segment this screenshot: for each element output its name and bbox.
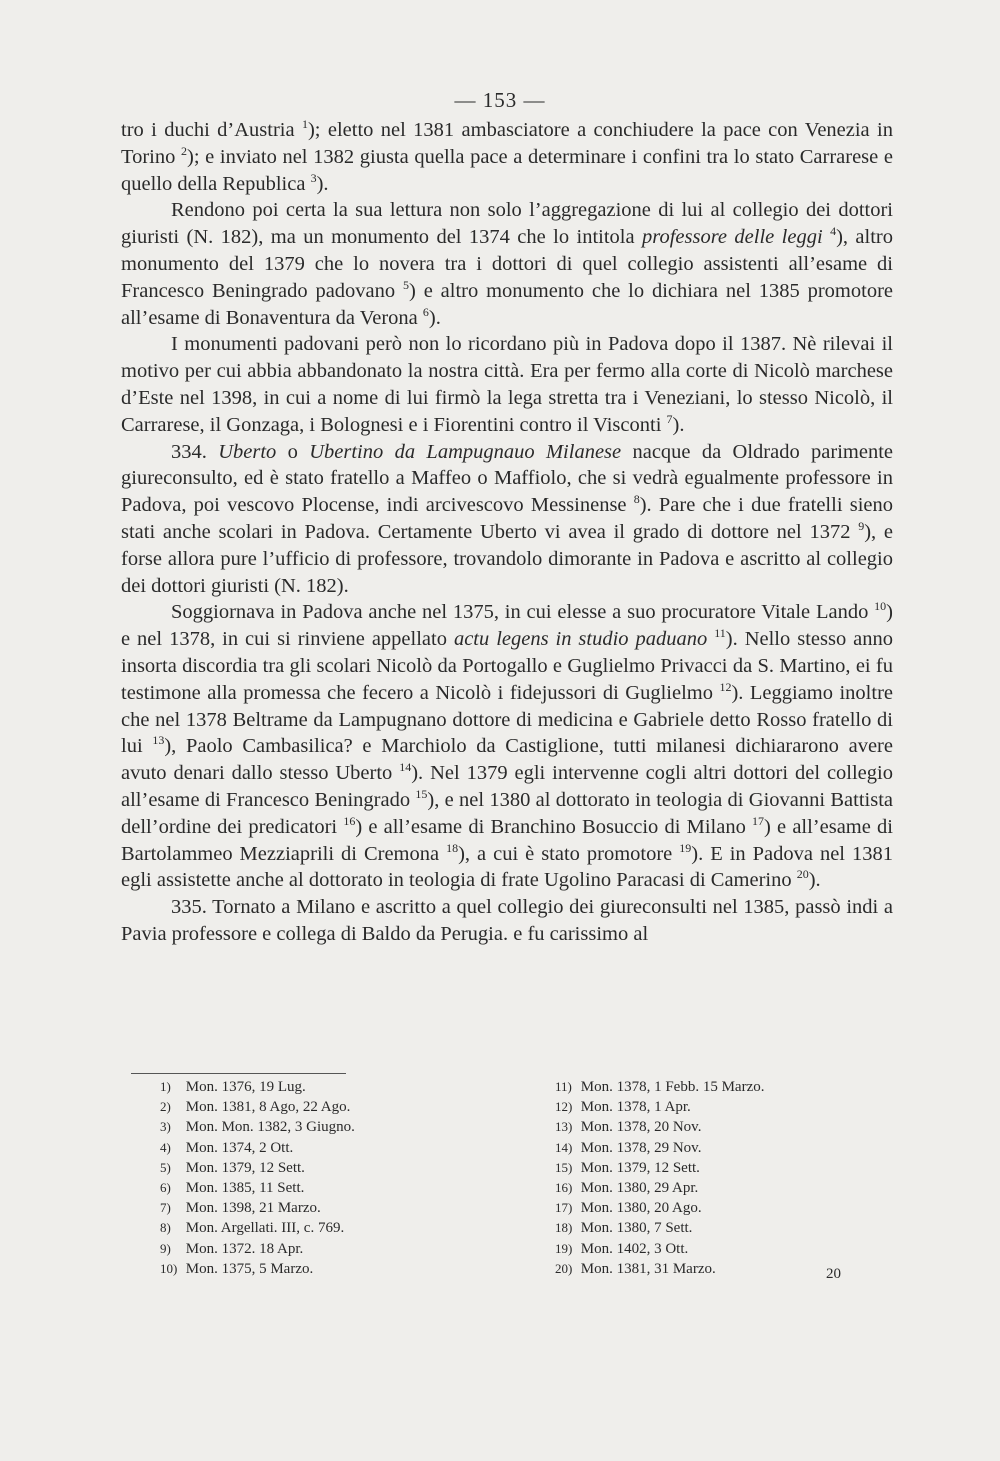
footnote-number: 10) [160, 1260, 178, 1276]
footnote-number: 5) [160, 1159, 171, 1175]
footnote [555, 1117, 885, 1137]
footnote-text: Mon. 1380, 20 Ago. [577, 1200, 702, 1217]
paragraph: tro i duchi d’Austria $^1$); eletto nel 1381 ambasciatore a conchiudere la pace con Venezia in Torino $^2$); e inviato nel 1382 giusta quella pace a determinare i confini tra lo stato Carrarese e quello della Republica $^3$). [121, 117, 893, 195]
footnote-text: Mon. 1378, 1 Febb. 15 Marzo. [577, 1079, 765, 1095]
page-number: — 153 — [454, 88, 546, 112]
footnote-text: Mon. 1374, 2 Ott. [182, 1139, 294, 1156]
footnote [160, 1259, 490, 1279]
footnote [555, 1077, 885, 1097]
footnote-number: 11) [555, 1079, 572, 1094]
footnote [160, 1158, 490, 1178]
footnote-number: 14) [555, 1139, 573, 1155]
footnote-number: 1) [160, 1079, 171, 1094]
footnotes-left [160, 1077, 490, 1279]
footnote-number: 13) [555, 1119, 573, 1135]
footnote [555, 1158, 885, 1178]
footnote [160, 1198, 490, 1218]
footnote-number: 20) [555, 1260, 573, 1276]
paragraph: 335. Tornato a Milano e ascritto a quel collegio dei giureconsulti nel 1385, passò indi a Pavia professore e collega di Baldo da Perugia. e fu carissimo al [121, 896, 893, 945]
footnote-text: Mon. 1381, 8 Ago, 22 Ago. [182, 1099, 351, 1116]
footnote-number: 7) [160, 1200, 171, 1216]
footnote-text: Mon. 1379, 12 Sett. [577, 1159, 700, 1176]
footnote-text: Mon. 1372. 18 Apr. [182, 1240, 304, 1257]
footnote-text: Mon. 1398, 21 Marzo. [182, 1200, 321, 1217]
footnote-number: 3) [160, 1119, 171, 1135]
footnote-text: Mon. 1378, 29 Nov. [577, 1139, 702, 1156]
body-text [121, 117, 893, 948]
footnote-text: Mon. 1379, 12 Sett. [182, 1159, 305, 1176]
footnote [555, 1178, 885, 1198]
footnote-number: 18) [555, 1220, 573, 1236]
footnote-text: Mon. 1375, 5 Marzo. [182, 1260, 314, 1277]
footnote-text: Mon. 1385, 11 Sett. [182, 1180, 305, 1197]
paragraph: 334. Uberto o Ubertino da Lampugnauo Milanese nacque da Oldrado parimente giureconsulto, ed è stato fratello a Maffeo o Maffiolo, che si vedrà egualmente professore in Padova, poi vescovo Plocense, indi arcivescovo Messinense $^8$). Pare che i due fratelli sieno stati anche scolari in Padova. Certamente Uberto vi avea il grado di dottore nel 1372 $^9$), e forse allora pure l’ufficio di professore, trovandolo dimorante in Padova e ascritto al collegio dei dottori giuristi (N. 182). [121, 440, 894, 597]
footnote-text: Mon. Mon. 1382, 3 Giugno. [182, 1119, 355, 1136]
footnote-text: Mon. 1381, 31 Marzo. [577, 1260, 716, 1277]
footnote [160, 1097, 490, 1117]
footnote-number: 4) [160, 1139, 171, 1155]
footnote-text: Mon. 1402, 3 Ott. [577, 1240, 689, 1257]
paragraph: I monumenti padovani però non lo ricordano più in Padova dopo il 1387. Nè rilevai il motivo per cui abbia abbandonato la nostra città. Era per fermo alla corte di Nicolò marchese d’Este nel 1398, in cui a nome di lui firmò la lega stretta tra i Veneziani, lo stesso Nicolò, il Carrarese, il Gonzaga, i Bolognesi e i Fiorentini contro il Visconti $^7$). [121, 333, 893, 436]
footnote-number: 17) [555, 1200, 573, 1216]
footnote-text: Mon. 1376, 19 Lug. [182, 1079, 306, 1095]
footnote [160, 1239, 490, 1259]
footnote [160, 1178, 490, 1198]
footnote [555, 1198, 885, 1218]
footnote [160, 1117, 490, 1137]
footnote-rule [131, 1073, 346, 1074]
paragraph: Soggiornava in Padova anche nel 1375, in cui elesse a suo procuratore Vitale Lando $^{10}$) e nel 1378, in cui si rinviene appellato actu legens in studio paduano $^{11}$). Nello stesso anno insorta discordia tra gli scolari Nicolò da Portogallo e Guglielmo Privacci da S. Martino, ei fu testimone alla promessa che fecero a Nicolò i fidejussori di Guglielmo $^{12}$). Leggiamo inoltre che nel 1378 Beltrame da Lampugnano dottore di medicina e Gabriele detto Rosso fratello di lui $^{13}$), Paolo Cambasilica? e Marchiolo da Castiglione, tutti milanesi dichiararono avere avuto denari dallo stesso Uberto $^{14}$). Nel 1379 egli intervenne cogli altri dottori del collegio all’esame di Francesco Beningrado $^{15}$), e nel 1380 al dottorato in teologia di Giovanni Battista dell’ordine dei predicatori $^{16}$) e all’esame di Branchino Bosuccio di Milano $^{17}$) e all’esame di Bartolammeo Mezziaprili di Cremona $^{18}$), a cui è stato promotore $^{19}$). E in Padova nel 1381 egli assistette anche al dottorato in teologia di frate Ugolino Paracasi di Camerino $^{20}$). [121, 599, 894, 892]
footnote [555, 1218, 885, 1238]
footnote-number: 8) [160, 1220, 171, 1236]
footnote-text: Mon. 1380, 29 Apr. [577, 1180, 699, 1197]
footnote-number: 2) [160, 1099, 171, 1115]
footnote [160, 1077, 490, 1097]
footnote [555, 1138, 885, 1158]
paragraph: Rendono poi certa la sua lettura non solo l’aggregazione di lui al collegio dei dottori giuristi (N. 182), ma un monumento del 1374 che lo intitola professore delle leggi $^4$), altro monumento del 1379 che lo novera tra i dottori di quel collegio assistenti all’esame di Francesco Beningrado padovano $^5$) e altro monumento che lo dichiara nel 1385 promotore all’esame di Bonaventura da Verona $^6$). [121, 199, 893, 329]
footnote-number: 15) [555, 1159, 573, 1175]
footnote [555, 1097, 885, 1117]
footnote-text: Mon. 1378, 1 Apr. [577, 1099, 691, 1116]
signature-mark: 20 [826, 1266, 841, 1282]
footnotes-right [555, 1077, 885, 1279]
footnote-text: Mon. 1378, 20 Nov. [577, 1119, 702, 1136]
footnote [555, 1239, 885, 1259]
footnote-number: 19) [555, 1240, 573, 1256]
footnote-text: Mon. 1380, 7 Sett. [577, 1220, 693, 1237]
footnote [160, 1218, 490, 1238]
footnote-text: Mon. Argellati. III, c. 769. [182, 1220, 345, 1237]
footnote-number: 6) [160, 1180, 171, 1196]
footnote-number: 12) [555, 1099, 573, 1115]
footnote-number: 9) [160, 1240, 171, 1256]
footnote [160, 1138, 490, 1158]
footnote-number: 16) [555, 1180, 573, 1196]
